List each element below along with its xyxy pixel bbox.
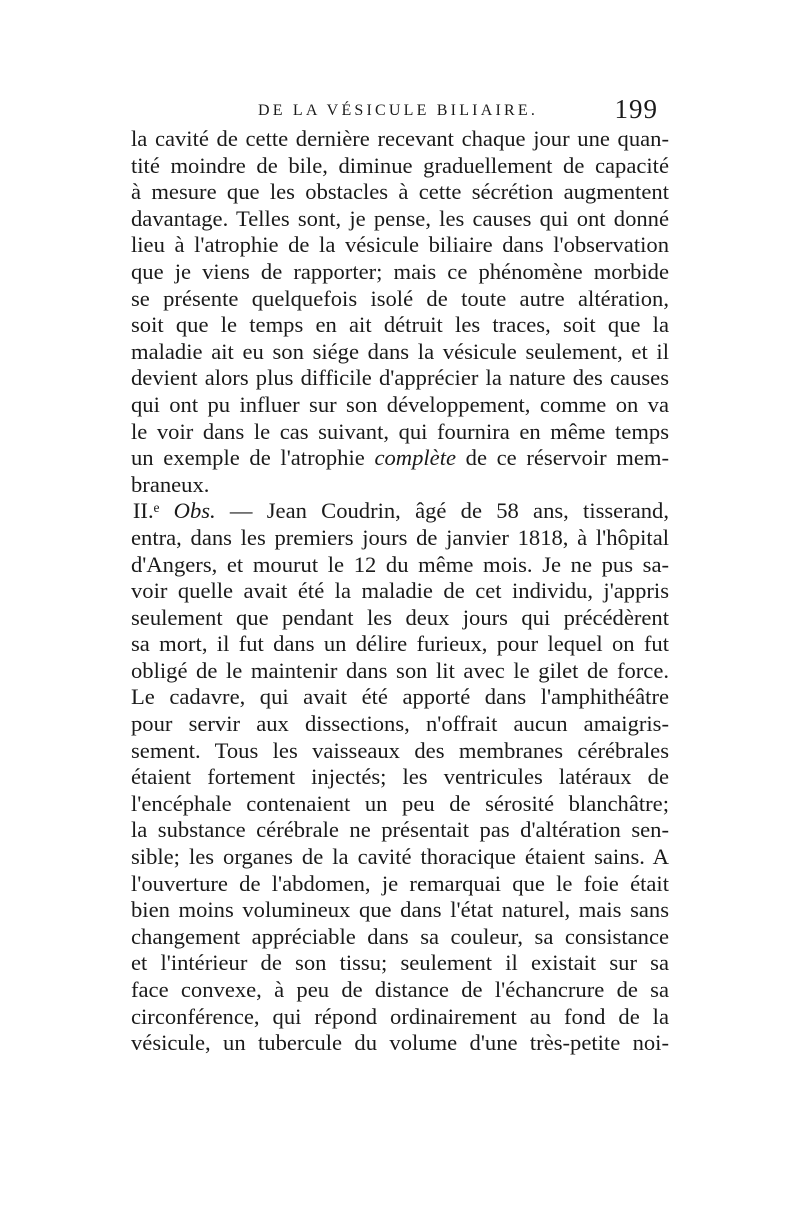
text-line: obligé de le maintenir dans son lit avec le gilet de force.: [131, 657, 669, 683]
text-line: pour servir aux dissections, n'offrait aucun amaigris-: [131, 711, 669, 737]
italic-word: complète: [374, 445, 457, 471]
text-line: sement. Tous les vaisseaux des membranes cérébrales: [131, 737, 669, 763]
text-segment: un exemple de l'atrophie: [131, 445, 375, 471]
observation-label: Obs.: [173, 498, 216, 524]
text-line: [131, 445, 669, 472]
text-segment: — Jean Coudrin, âgé de 58 ans, tisserand,: [215, 498, 670, 524]
text-line: la substance cérébrale ne présentait pas d'altération sen-: [131, 817, 669, 843]
text-line: soit que le temps en ait détruit les traces, soit que la: [131, 312, 669, 338]
text-line: l'encéphale contenaient un peu de sérosité blanchâtre;: [131, 790, 669, 816]
text-line: bien moins volumineux que dans l'état naturel, mais sans: [131, 897, 669, 923]
text-line: lieu à l'atrophie de la vésicule biliaire dans l'observation: [131, 232, 669, 258]
text-line: que je viens de rapporter; mais ce phénomène morbide: [131, 258, 669, 284]
text-line: sa mort, il fut dans un délire furieux, pour lequel on fut: [131, 631, 669, 657]
text-line: circonférence, qui répond ordinairement au fond de la: [131, 1003, 669, 1029]
text-line: maladie ait eu son siége dans la vésicule seulement, et il: [131, 338, 669, 364]
text-line: Le cadavre, qui avait été apporté dans l'amphithéâtre: [131, 684, 669, 710]
text-line: à mesure que les obstacles à cette sécrétion augmentent: [131, 179, 669, 205]
text-line: entra, dans les premiers jours de janvier 1818, à l'hôpital: [131, 524, 669, 550]
text-line: davantage. Telles sont, je pense, les causes qui ont donné: [131, 205, 669, 231]
text-line: sible; les organes de la cavité thoracique étaient sains. A: [131, 844, 669, 870]
text-line: qui ont pu influer sur son développement, comme on va: [131, 391, 669, 417]
text-line: devient alors plus difficile d'apprécier la nature des causes: [131, 365, 669, 391]
text-line: se présente quelquefois isolé de toute autre altération,: [131, 285, 669, 311]
text-line: face convexe, à peu de distance de l'échancrure de sa: [131, 977, 669, 1002]
observation-heading-line: [131, 498, 669, 525]
text-line: l'ouverture de l'abdomen, je remarquai que le foie était: [131, 870, 669, 896]
text-line: d'Angers, et mourut le 12 du même mois. Je ne pus sa-: [131, 551, 669, 577]
text-line: étaient fortement injectés; les ventricules latéraux de: [131, 764, 669, 790]
running-title: DE LA VÉSICULE BILIAIRE.: [258, 102, 539, 119]
text-line: seulement que pendant les deux jours qui précédèrent: [131, 604, 669, 630]
body-text: [131, 126, 669, 1057]
text-line: voir quelle avait été la maladie de cet individu, j'appris: [131, 578, 669, 604]
text-line: vésicule, un tubercule du volume d'une très-petite noi-: [131, 1030, 669, 1056]
text-segment: de ce réservoir mem-: [456, 445, 670, 471]
text-line: la cavité de cette dernière recevant chaque jour une quan-: [131, 126, 669, 151]
text-line: braneux.: [131, 471, 210, 497]
text-line: et l'intérieur de son tissu; seulement il existait sur sa: [131, 950, 669, 976]
text-line: le voir dans le cas suivant, qui fournira en même temps: [131, 418, 669, 444]
text-line: changement appréciable dans sa couleur, sa consistance: [131, 923, 669, 949]
running-head: [130, 94, 658, 128]
observation-number: II.ᵉ: [132, 498, 174, 524]
text-line: tité moindre de bile, diminue graduellement de capacité: [131, 152, 669, 178]
page-number: 199: [614, 94, 658, 124]
